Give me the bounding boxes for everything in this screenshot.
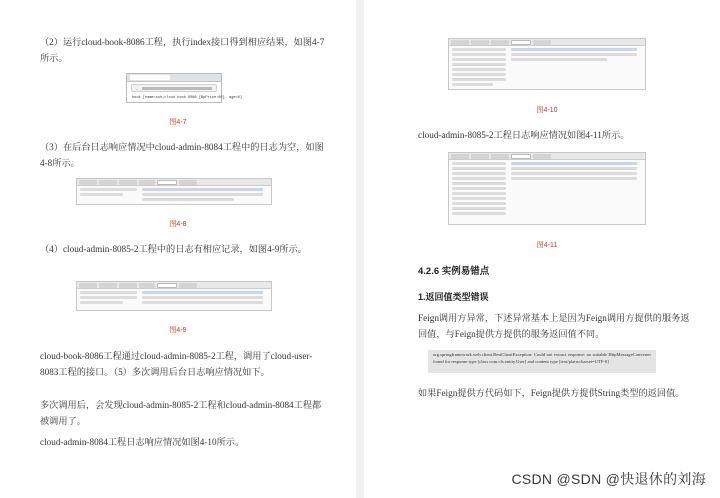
section-heading: 4.2.6 实例易错点 [418,266,490,277]
paragraph: cloud-book-8086工程通过cloud-admin-8085-2工程，调用了cloud-user-8083工程的接口。（5）多次调用后台日志响应情况如下。 [40,351,313,377]
arrow-icon: ← [135,85,139,91]
console-tabs [77,179,271,186]
figure-caption: 图4-9 [169,327,187,334]
sub-heading: 1.返回值类型错误 [418,292,489,302]
paragraph: （2）运行cloud-book-8086工程，执行index接口得到相应结果，如图4-7所示。 [40,37,325,63]
console-tabs [449,153,645,160]
paragraph: （4）cloud-admin-8085-2工程中的日志有相应记录，如图4-9所示。 [40,244,307,254]
paragraph: Feign调用方异常，下述异常基本上是因为Feign调用方提供的服务返回值，与Feign提供方提供的服务返回值不同。 [418,313,690,339]
figure-caption: 图4-7 [169,119,187,126]
figure-4-11-screenshot [448,152,646,225]
address-url [142,87,212,90]
watermark: CSDN @SDN @快退休的刘海 [511,471,706,487]
console-tabs [77,282,271,289]
browser-tab-bar [127,74,221,82]
figure-4-9-screenshot [76,281,272,311]
paragraph: 多次调用后，会发现cloud-admin-8085-2工程和cloud-admin-8084工程都被调用了。 [40,400,322,426]
figure-caption: 图4-11 [536,242,558,249]
browser-address-bar [131,84,217,92]
figure-4-8-screenshot [76,178,272,205]
console-tabs [449,39,645,46]
figure-4-7-browser [126,73,242,103]
browser-tab [130,75,170,80]
paragraph: cloud-admin-8084工程日志响应情况如图4-10所示。 [40,437,245,447]
figure-caption: 图4-8 [169,221,187,228]
exception-message: org.springframework.web.client.RestClientException: Could not extract response: no suitable HttpMessageConverter found for response type [class com.cfs.entity.User] and content type [text/plain;charset=UTF-8] [428,350,656,373]
right-page [364,0,720,498]
paragraph: （3）在后台日志响应情况中cloud-admin-8084工程中的日志为空，如图4-8所示。 [40,142,324,168]
left-page [0,0,356,498]
figure-4-10-screenshot [448,38,646,90]
paragraph: cloud-admin-8085-2工程日志响应情况如图4-11所示。 [418,130,630,140]
figure-caption: 图4-10 [536,107,558,114]
browser-content: book [name=ssh,cloud book 8086 [BpPrice:86]. age=0] [132,96,242,100]
paragraph: 如果Feign提供方代码如下，Feign提供方提供String类型的返回值。 [418,388,685,398]
